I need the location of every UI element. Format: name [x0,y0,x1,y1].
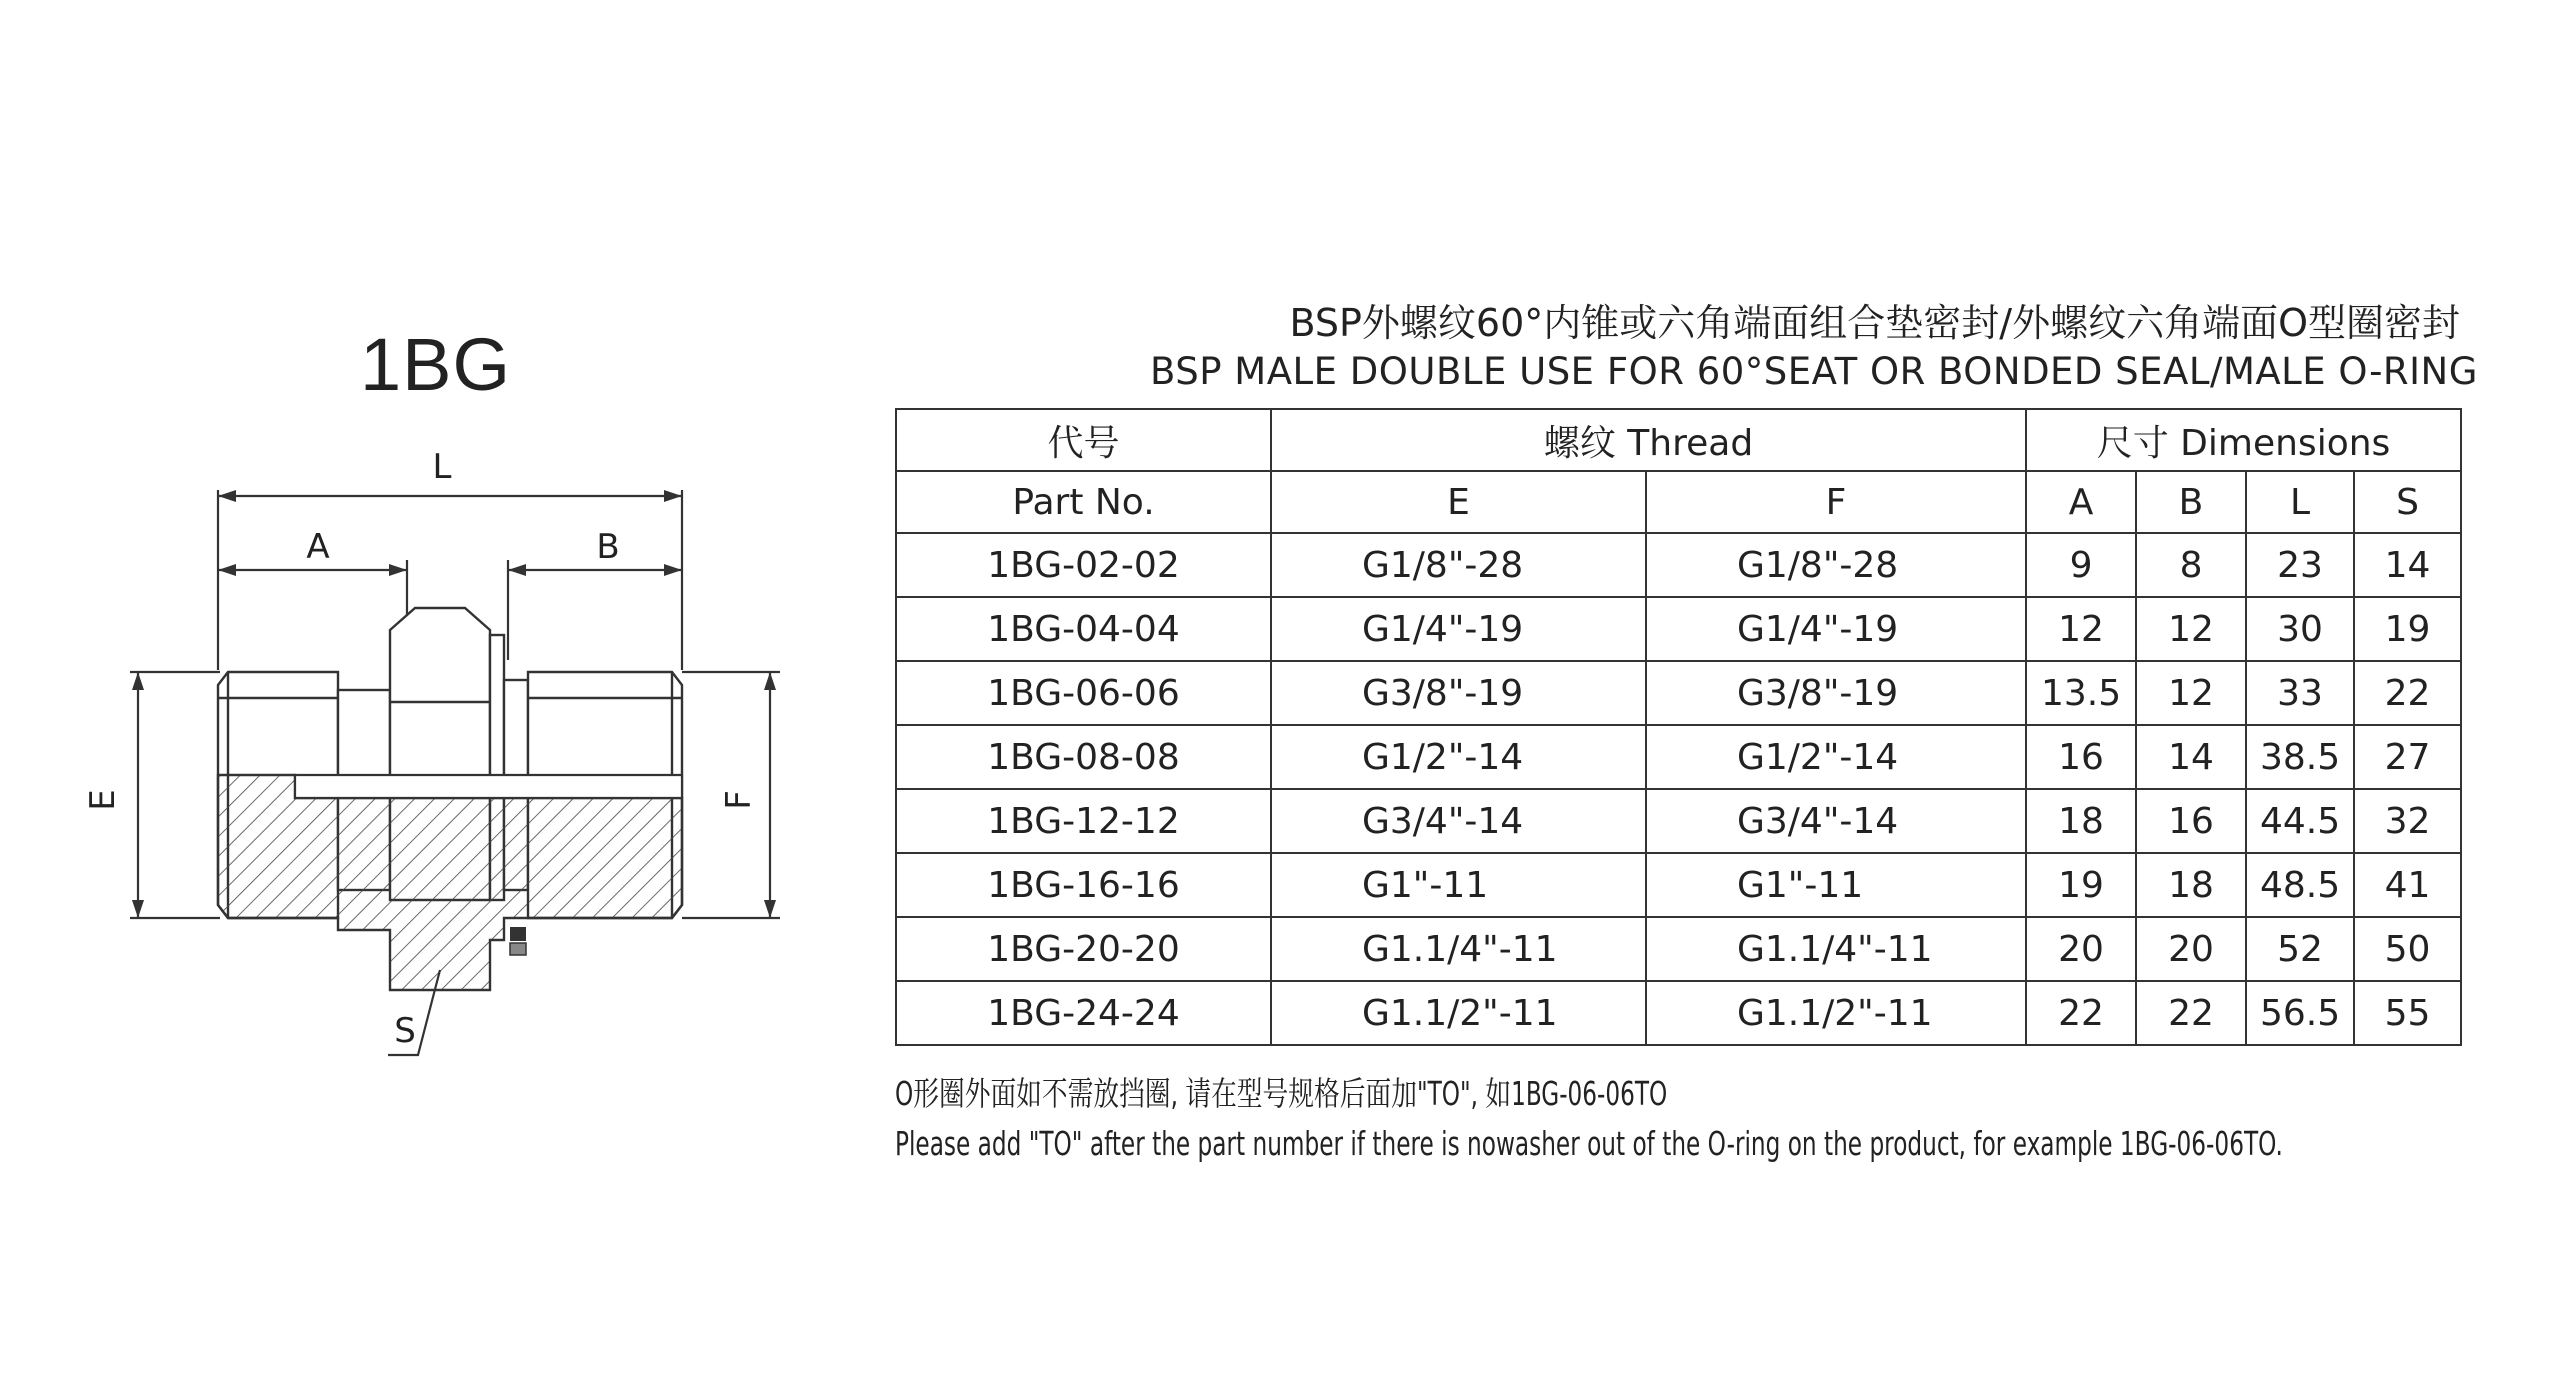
cell-e: G3/4"-14 [1271,789,1646,853]
header-f: F [1646,471,2026,533]
table-row [896,853,2461,917]
cell-f: G1.1/2"-11 [1646,981,2026,1045]
cell-b: 16 [2136,789,2246,853]
dim-label-L: L [432,447,452,487]
note-english: Please add "TO" after the part number if there is nowasher out of the O-ring on the product, for example 1BG-06-06TO. [895,1124,2283,1163]
cell-s: 14 [2354,533,2461,597]
cell-e: G1.1/4"-11 [1271,917,1646,981]
table-row [896,725,2461,789]
cell-f: G1/2"-14 [1646,725,2026,789]
cell-f: G3/8"-19 [1646,661,2026,725]
table-subheader-row [896,471,2461,533]
title-english: BSP MALE DOUBLE USE FOR 60°SEAT OR BONDED SEAL/MALE O-RING [1150,350,2478,393]
header-dimensions: 尺寸 Dimensions [2026,409,2461,471]
cell-s: 22 [2354,661,2461,725]
cell-part-no: 1BG-06-06 [896,661,1271,725]
cell-f: G1/8"-28 [1646,533,2026,597]
table-row [896,981,2461,1045]
cell-e: G1/2"-14 [1271,725,1646,789]
table-row [896,533,2461,597]
header-a: A [2026,471,2136,533]
cell-s: 27 [2354,725,2461,789]
header-e: E [1271,471,1646,533]
cell-part-no: 1BG-20-20 [896,917,1271,981]
header-s: S [2354,471,2461,533]
cell-a: 16 [2026,725,2136,789]
cell-part-no: 1BG-08-08 [896,725,1271,789]
title-chinese: BSP外螺纹60°内锥或六角端面组合垫密封/外螺纹六角端面O型圈密封 [1289,301,2460,345]
cell-a: 13.5 [2026,661,2136,725]
cell-l: 48.5 [2246,853,2354,917]
cell-part-no: 1BG-04-04 [896,597,1271,661]
cell-s: 50 [2354,917,2461,981]
cell-s: 41 [2354,853,2461,917]
cell-a: 9 [2026,533,2136,597]
cell-b: 18 [2136,853,2246,917]
cell-a: 22 [2026,981,2136,1045]
dim-label-E: E [83,789,123,811]
cell-part-no: 1BG-16-16 [896,853,1271,917]
cell-l: 30 [2246,597,2354,661]
cell-f: G1/4"-19 [1646,597,2026,661]
dim-label-A: A [306,527,330,567]
cell-l: 23 [2246,533,2354,597]
cell-f: G1"-11 [1646,853,2026,917]
cell-f: G1.1/4"-11 [1646,917,2026,981]
cell-s: 55 [2354,981,2461,1045]
cell-a: 19 [2026,853,2136,917]
header-b: B [2136,471,2246,533]
cell-b: 22 [2136,981,2246,1045]
dim-label-S: S [394,1011,416,1051]
model-code: 1BG [360,323,512,406]
fitting-drawing [70,430,810,1080]
cell-b: 12 [2136,597,2246,661]
dim-label-B: B [596,527,620,567]
dim-label-F: F [719,790,759,810]
table-row [896,917,2461,981]
cell-l: 56.5 [2246,981,2354,1045]
cell-part-no: 1BG-02-02 [896,533,1271,597]
cell-e: G1.1/2"-11 [1271,981,1646,1045]
cell-e: G1"-11 [1271,853,1646,917]
cell-b: 8 [2136,533,2246,597]
table-header-row [896,409,2461,471]
cell-s: 32 [2354,789,2461,853]
cell-l: 38.5 [2246,725,2354,789]
header-part-no-en: Part No. [896,471,1271,533]
cell-f: G3/4"-14 [1646,789,2026,853]
cell-e: G1/4"-19 [1271,597,1646,661]
cell-l: 33 [2246,661,2354,725]
cell-a: 18 [2026,789,2136,853]
table-row [896,597,2461,661]
header-l: L [2246,471,2354,533]
header-thread: 螺纹 Thread [1271,409,2026,471]
cell-b: 20 [2136,917,2246,981]
cell-e: G1/8"-28 [1271,533,1646,597]
header-part-no-cn: 代号 [896,409,1271,471]
cell-s: 19 [2354,597,2461,661]
cell-b: 12 [2136,661,2246,725]
cell-part-no: 1BG-24-24 [896,981,1271,1045]
cell-l: 52 [2246,917,2354,981]
note-chinese: O形圈外面如不需放挡圈, 请在型号规格后面加"TO", 如1BG-06-06TO [895,1074,1668,1113]
cell-a: 12 [2026,597,2136,661]
cell-l: 44.5 [2246,789,2354,853]
table-row [896,789,2461,853]
cell-part-no: 1BG-12-12 [896,789,1271,853]
cell-e: G3/8"-19 [1271,661,1646,725]
spec-table [895,408,2462,1046]
table-row [896,661,2461,725]
cell-b: 14 [2136,725,2246,789]
cell-a: 20 [2026,917,2136,981]
